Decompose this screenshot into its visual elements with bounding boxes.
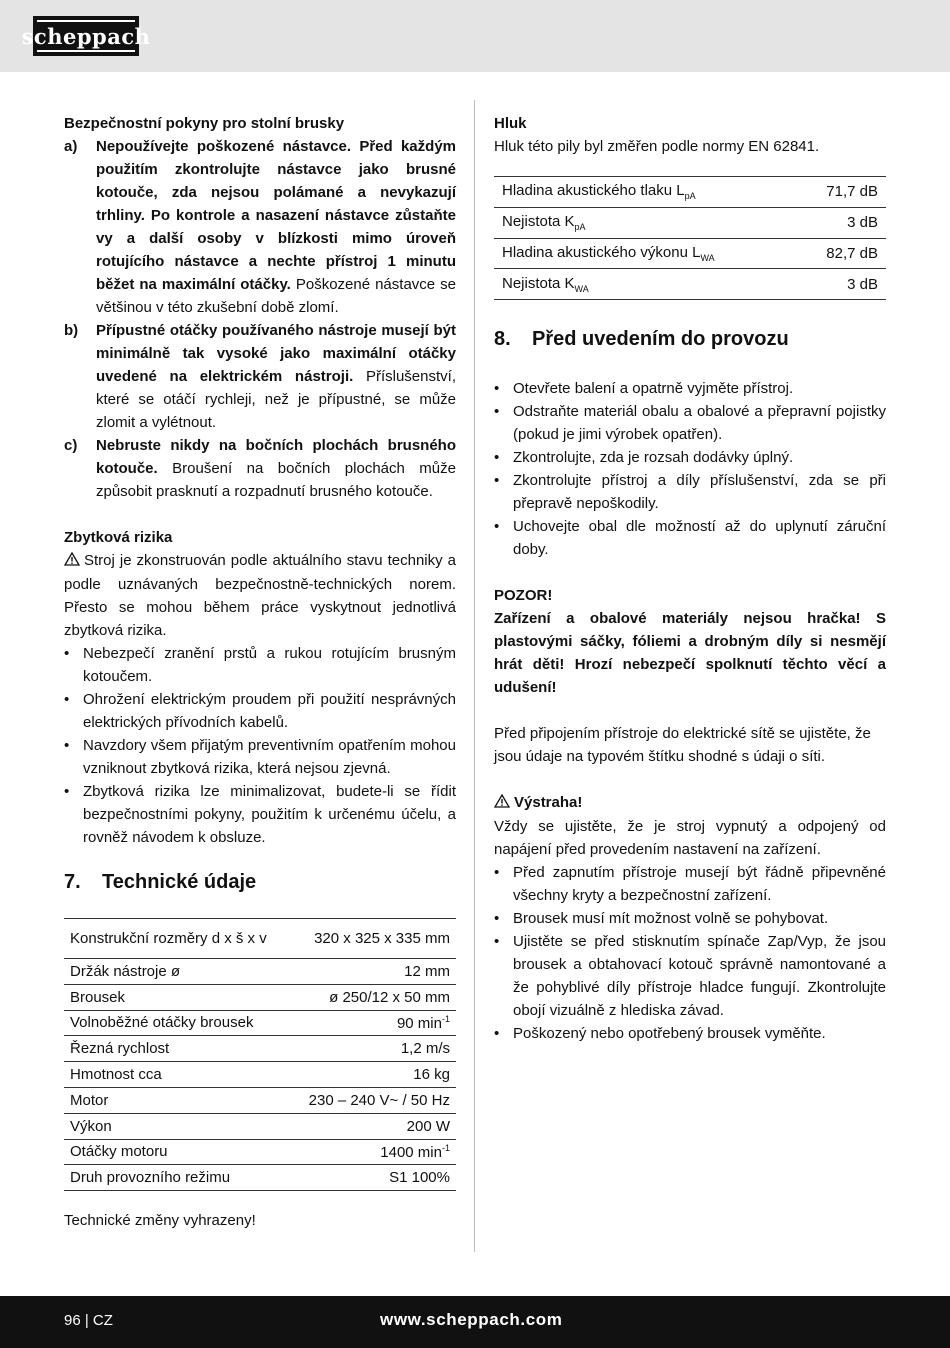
- tech-note: Technické změny vyhrazeny!: [64, 1212, 256, 1230]
- footer-bar: [0, 1296, 950, 1348]
- safety-title: Bezpečnostní pokyny pro stolní brusky: [64, 115, 345, 132]
- list-item: • Navzdory všem přijatým preventivním opatřením mohou vzniknout zbytková rizika, která nejsou zjevná.: [64, 734, 456, 780]
- right-column: [494, 112, 886, 1045]
- table-row: Druh provozního režimu S1 100%: [64, 1165, 456, 1191]
- section8-list: [494, 377, 886, 561]
- section8-heading: 8. Před uvedením do provozu: [494, 328, 789, 351]
- spec-table: [64, 918, 456, 1191]
- safety-item-c: c) Nebruste nikdy na bočních plochách brusného kotouče. Broušení na bočních plochách může způsobit prasknutí a rozpadnutí brusného kotouče.: [64, 437, 456, 500]
- list-item: • Zkontrolujte, zda je rozsah dodávky úplný.: [494, 446, 886, 469]
- noise-table: [494, 176, 886, 300]
- table-row: Volnoběžné otáčky brousek 90 $\min^{-1}$: [64, 1010, 456, 1036]
- list-item: • Odstraňte materiál obalu a obalové a přepravní pojistky (pokud je jimi výrobek opatřen).: [494, 400, 886, 446]
- noise-title: Hluk: [494, 115, 527, 132]
- residual-title: Zbytková rizika: [64, 529, 173, 546]
- website-link[interactable]: www.scheppach.com: [380, 1310, 563, 1329]
- warning-intro: Vždy se ujistěte, že je stroj vypnutý a odpojený od napájení před provedením nastavení na zařízení.: [494, 818, 886, 859]
- list-item: • Nebezpečí zranění prstů a rukou rotujícím brusným kotoučem.: [64, 642, 456, 688]
- caution-text: Zařízení a obalové materiály nejsou hračka! S plastovými sáčky, fóliemi a drobným díly si nesmějí hrát děti! Hrozí nebezpečí spolknutí těchto věcí a udušení!: [494, 610, 886, 697]
- list-item: • Před zapnutím přístroje musejí být řádně připevněné všechny kryty a bezpečnostní zařízení.: [494, 861, 886, 907]
- header-bar: [0, 0, 950, 72]
- table-row: Výkon 200 W: [64, 1113, 456, 1139]
- table-row: Otáčky motoru 1400 $\min^{-1}$: [64, 1139, 456, 1165]
- noise-intro: Hluk této pily byl změřen podle normy EN 62841.: [494, 138, 820, 155]
- scheppach-logo: scheppach: [33, 16, 139, 56]
- table-row: Nejistota $K_{pA}$ 3 dB: [494, 207, 886, 238]
- table-row: Hmotnost cca 16 kg: [64, 1062, 456, 1088]
- list-item: • Uchovejte obal dle možností až do uplynutí záruční doby.: [494, 515, 886, 561]
- column-divider: [474, 100, 475, 1252]
- list-item: • Otevřete balení a opatrně vyjměte přístroj.: [494, 377, 886, 400]
- safety-item-b: b) Přípustné otáčky používaného nástroje musejí být minimálně tak vysoké jako maximální otáčky uvedené na elektrickém nástroji. Příslušenství, které se otáčí rychleji, než je přípustné, se může zlomit a vylétnout.: [64, 322, 456, 431]
- residual-intro: Stroj je zkonstruován podle aktuálního stavu techniky a podle uznávaných bezpečnostně-technických norem. Přesto se mohou během práce vyskytnout jednotlivá zbytková rizika.: [64, 552, 456, 639]
- list-item: • Ohrožení elektrickým proudem při použití nesprávných elektrických přívodních kabelů.: [64, 688, 456, 734]
- mains-text: Před připojením přístroje do elektrické sítě se ujistěte, že jsou údaje na typovém štítku shodné s údaji o síti.: [494, 725, 871, 766]
- list-item: • Zbytková rizika lze minimalizovat, budete-li se řídit bezpečnostními pokyny, použitím k určenému účelu, a rovněž návodem k obsluze.: [64, 780, 456, 849]
- table-row: Motor 230 – 240 V~ / 50 Hz: [64, 1087, 456, 1113]
- list-item: • Ujistěte se před stisknutím spínače Zap/Vyp, že jsou brousek a obtahovací kotouč správně namontované a že pohyblivé díly přístroje hladce fungují. Zkontrolujte obojí vizuálně z hlediska závad.: [494, 930, 886, 1022]
- left-column: [64, 112, 456, 1232]
- page-number: 96 | CZ: [64, 1312, 113, 1329]
- list-item: • Zkontrolujte přístroj a díly příslušenství, zda se při přepravě nepoškodily.: [494, 469, 886, 515]
- list-item: • Poškozený nebo opotřebený brousek vyměňte.: [494, 1022, 886, 1045]
- table-row: Brousek ø 250/12 x 50 mm: [64, 984, 456, 1010]
- warning-triangle-icon: [494, 792, 510, 815]
- caution-title: POZOR!: [494, 587, 553, 605]
- table-row: Hladina akustického tlaku $L_{pA}$ 71,7 dB: [494, 177, 886, 208]
- safety-item-a: a) Nepoužívejte poškozené nástavce. Před každým použitím zkontrolujte nástavce jako brusné kotouče, zda nejsou polámané a nevykazují trhliny. Po kontrole a nasazení nástavce zůstaňte vy a další osoby v blízkosti mimo úroveň rotujícího nástavce a nechte přístroj 1 minutu běžet na maximální otáčky. Poškozené nástavce se většinou v této zkušební době zlomí.: [64, 138, 456, 316]
- tech-heading: 7. Technické údaje: [64, 871, 257, 893]
- table-row: Konstrukční rozměry d x š x v 320 x 325 x 335 mm: [64, 919, 456, 959]
- warning-title: Výstraha!: [494, 791, 886, 815]
- table-row: Držák nástroje ø 12 mm: [64, 959, 456, 985]
- table-row: Hladina akustického výkonu $L_{WA}$ 82,7 dB: [494, 238, 886, 269]
- table-row: Řezná rychlost 1,2 m/s: [64, 1036, 456, 1062]
- warning-triangle-icon: [64, 550, 80, 573]
- warning-list: [494, 861, 886, 1045]
- residual-list: [64, 642, 456, 849]
- list-item: • Brousek musí mít možnost volně se pohybovat.: [494, 907, 886, 930]
- table-row: Nejistota $K_{WA}$ 3 dB: [494, 269, 886, 300]
